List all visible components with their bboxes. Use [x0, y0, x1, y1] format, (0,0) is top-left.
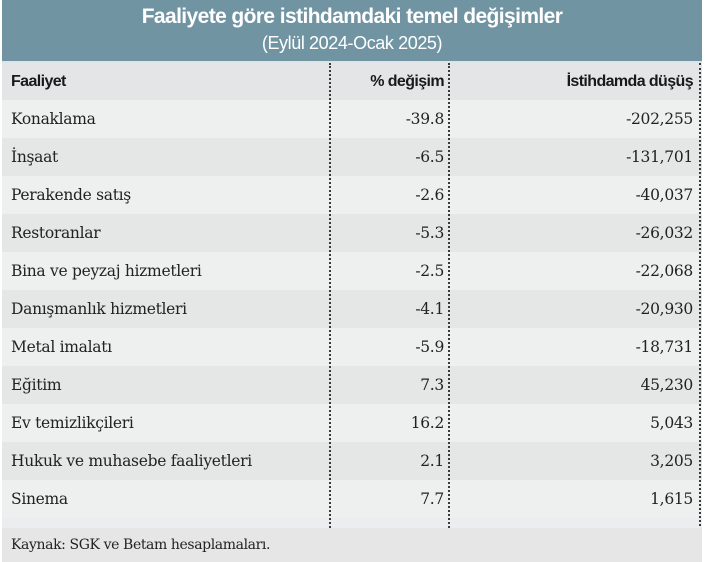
- column-divider: [329, 63, 331, 528]
- employment-change-cell: 45,230: [640, 376, 693, 394]
- title-banner: [2, 0, 702, 61]
- table-row: [2, 480, 702, 518]
- table-row: [2, 442, 702, 480]
- employment-change-cell: 5,043: [650, 414, 693, 432]
- table-row: [2, 176, 702, 214]
- employment-change-cell: -131,701: [626, 148, 693, 166]
- activity-cell: Danışmanlık hizmetleri: [11, 300, 187, 318]
- employment-change-cell: 3,205: [650, 452, 693, 470]
- table-header-row: [2, 63, 702, 100]
- activity-cell: İnşaat: [11, 148, 58, 166]
- table-row: [2, 328, 702, 366]
- activity-cell: Konaklama: [11, 110, 96, 128]
- employment-change-cell: -26,032: [635, 224, 693, 242]
- source-note: Kaynak: SGK ve Betam hesaplamaları.: [2, 528, 702, 562]
- table-row: [2, 252, 702, 290]
- percent-change-cell: -39.8: [405, 110, 444, 128]
- table-card: [2, 0, 702, 562]
- activity-cell: Metal imalatı: [11, 338, 112, 356]
- employment-change-cell: -40,037: [635, 186, 693, 204]
- percent-change-cell: -2.5: [415, 262, 444, 280]
- employment-change-cell: -202,255: [626, 110, 693, 128]
- employment-change-cell: -20,930: [635, 300, 693, 318]
- table-right-border: [699, 63, 701, 562]
- activity-cell: Eğitim: [11, 376, 62, 394]
- activity-cell: Ev temizlikçileri: [11, 414, 134, 432]
- activity-cell: Hukuk ve muhasebe faaliyetleri: [11, 452, 252, 470]
- table-row: [2, 100, 702, 138]
- table-row: [2, 404, 702, 442]
- percent-change-cell: 7.7: [420, 490, 444, 508]
- percent-change-cell: -5.3: [415, 224, 444, 242]
- table-row: [2, 366, 702, 404]
- employment-change-cell: -18,731: [635, 338, 693, 356]
- table-row: [2, 138, 702, 176]
- column-header-percent-change: % değişim: [370, 72, 444, 90]
- employment-change-cell: 1,615: [650, 490, 693, 508]
- percent-change-cell: 7.3: [420, 376, 444, 394]
- table-subtitle: (Eylül 2024-Ocak 2025): [261, 33, 443, 53]
- activity-cell: Bina ve peyzaj hizmetleri: [11, 262, 202, 280]
- percent-change-cell: 2.1: [420, 452, 444, 470]
- employment-change-cell: -22,068: [635, 262, 693, 280]
- table-row: [2, 214, 702, 252]
- percent-change-cell: -4.1: [415, 300, 444, 318]
- activity-cell: Sinema: [11, 490, 68, 508]
- column-header-employment-change: İstihdamda düşüş: [566, 72, 693, 90]
- percent-change-cell: 16.2: [410, 414, 444, 432]
- percent-change-cell: -2.6: [415, 186, 444, 204]
- data-table: [2, 63, 702, 518]
- column-divider: [448, 63, 450, 528]
- column-header-activity: Faaliyet: [11, 72, 66, 90]
- percent-change-cell: -6.5: [415, 148, 444, 166]
- percent-change-cell: -5.9: [415, 338, 444, 356]
- activity-cell: Perakende satış: [11, 186, 131, 204]
- activity-cell: Restoranlar: [11, 224, 101, 242]
- table-title: Faaliyete göre istihdamdaki temel değişimler: [141, 5, 563, 28]
- table-row: [2, 290, 702, 328]
